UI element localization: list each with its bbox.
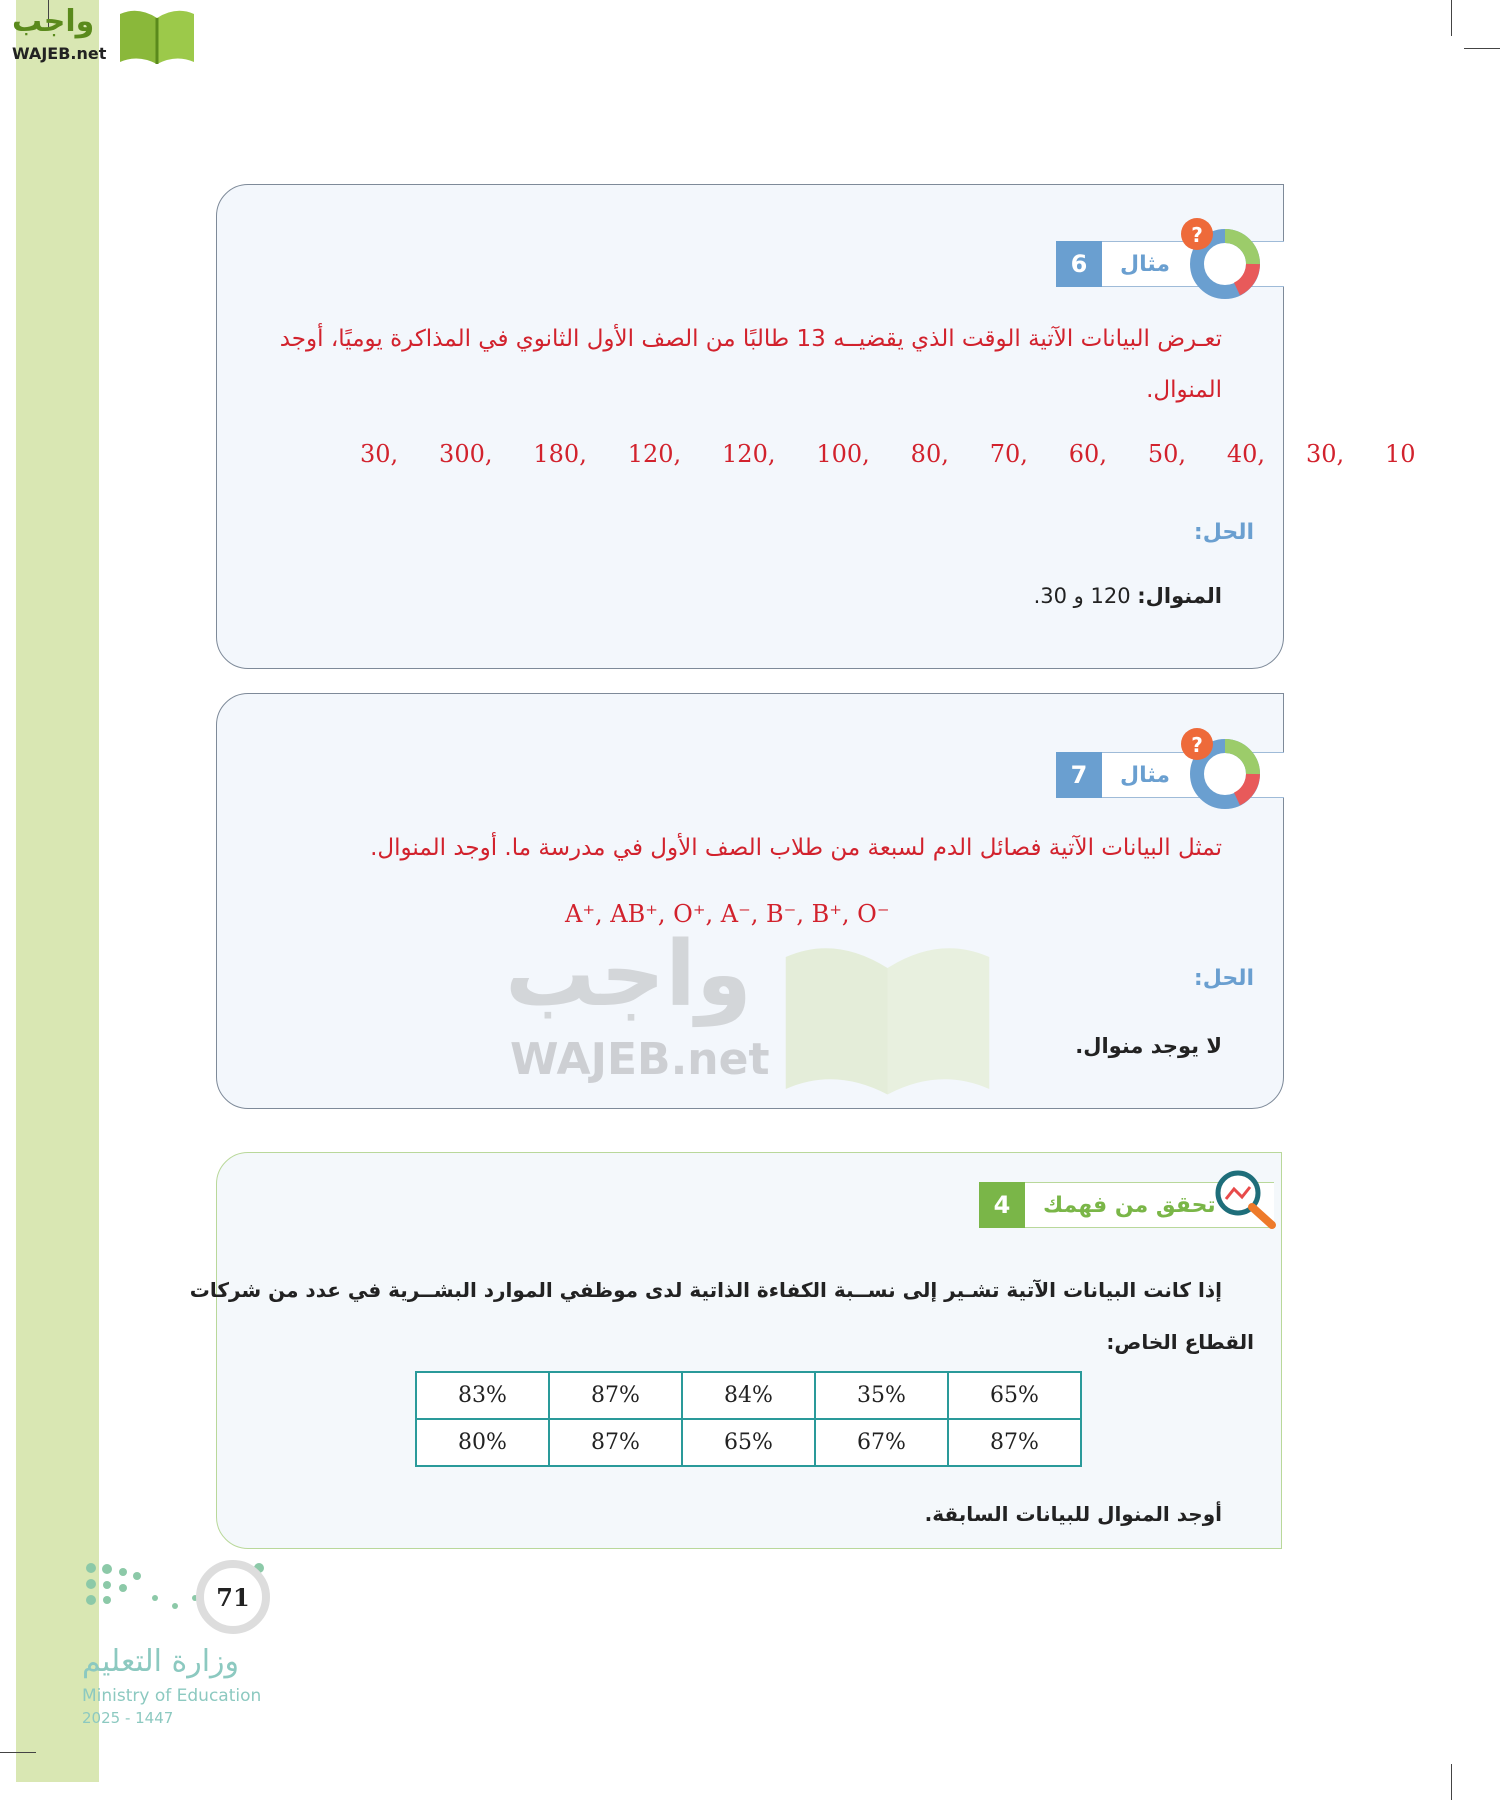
table-cell: 83% [416, 1372, 549, 1419]
donut-chart-icon [1175, 722, 1260, 812]
answer: لا يوجد منوال. [1075, 1034, 1222, 1058]
question-text-cont: القطاع الخاص: [1106, 1330, 1254, 1354]
answer [1034, 584, 1222, 608]
ministry-english: Ministry of Education [82, 1686, 262, 1706]
check-label: تحقق من فهمك [1025, 1182, 1274, 1228]
question-text: تمثل البيانات الآتية فصائل الدم لسبعة من طلاب الصف الأول في مدرسة ما. أوجد المنوال. [370, 835, 1222, 861]
answer-value: 120 و 30. [1033, 584, 1131, 608]
year: 2025 - 1447 [82, 1709, 174, 1727]
example-number: 7 [1056, 752, 1102, 798]
side-strip [16, 0, 99, 1782]
table-cell: 65% [682, 1419, 815, 1466]
svg-text:?: ? [1191, 223, 1203, 247]
svg-text:?: ? [1191, 733, 1203, 757]
data-values: 30, 300, 180, 120, 120, 100, 80, 70, 60, 50, 40, 30, 10 [360, 440, 1416, 468]
crop-mark [1451, 1764, 1452, 1800]
example-number: 6 [1056, 241, 1102, 287]
crop-mark [1464, 48, 1500, 49]
question-text: تعـرض البيانات الآتية الوقت الذي يقضيــه 13 طالبًا من الصف الأول الثانوي في المذاكرة يوميًا، أوجد [279, 326, 1222, 352]
task-text: أوجد المنوال للبيانات السابقة. [924, 1502, 1222, 1526]
table-cell: 80% [416, 1419, 549, 1466]
crop-mark [0, 1752, 36, 1753]
example-label: مثال [1102, 752, 1284, 798]
solution-label: الحل: [1193, 966, 1254, 991]
answer-label: المنوال: [1137, 584, 1222, 608]
page-number: 71 [196, 1560, 270, 1634]
crop-mark [1451, 0, 1452, 36]
check-number: 4 [979, 1182, 1025, 1228]
solution-label: الحل: [1193, 520, 1254, 545]
table-cell: 87% [549, 1372, 682, 1419]
ministry-arabic: وزارة التعليم [82, 1644, 240, 1679]
wajeb-logo [10, 4, 190, 66]
example-label: مثال [1102, 241, 1284, 287]
donut-chart-icon [1175, 212, 1260, 302]
table-row [416, 1372, 1081, 1419]
watermark-arabic: واجب [505, 922, 752, 1027]
question-text: إذا كانت البيانات الآتية تشـير إلى نســبة الكفاءة الذاتية لدى موظفي الموارد البشــرية في عدد من شركات [189, 1278, 1222, 1302]
table-row [416, 1419, 1081, 1466]
data-table [415, 1371, 1082, 1467]
question-text-cont: المنوال. [1146, 377, 1222, 403]
magnifier-icon [1210, 1165, 1280, 1231]
table-cell: 87% [948, 1419, 1081, 1466]
book-icon [118, 6, 196, 66]
table-cell: 87% [549, 1419, 682, 1466]
table-cell: 84% [682, 1372, 815, 1419]
table-cell: 35% [815, 1372, 948, 1419]
table-cell: 65% [948, 1372, 1081, 1419]
logo-latin: WAJEB.net [12, 44, 107, 63]
logo-arabic: واجب [12, 4, 95, 39]
watermark-latin: WAJEB.net [510, 1034, 770, 1085]
table-cell: 67% [815, 1419, 948, 1466]
blood-types: A⁺, AB⁺, O⁺, A⁻, B⁻, B⁺, O⁻ [565, 900, 890, 928]
